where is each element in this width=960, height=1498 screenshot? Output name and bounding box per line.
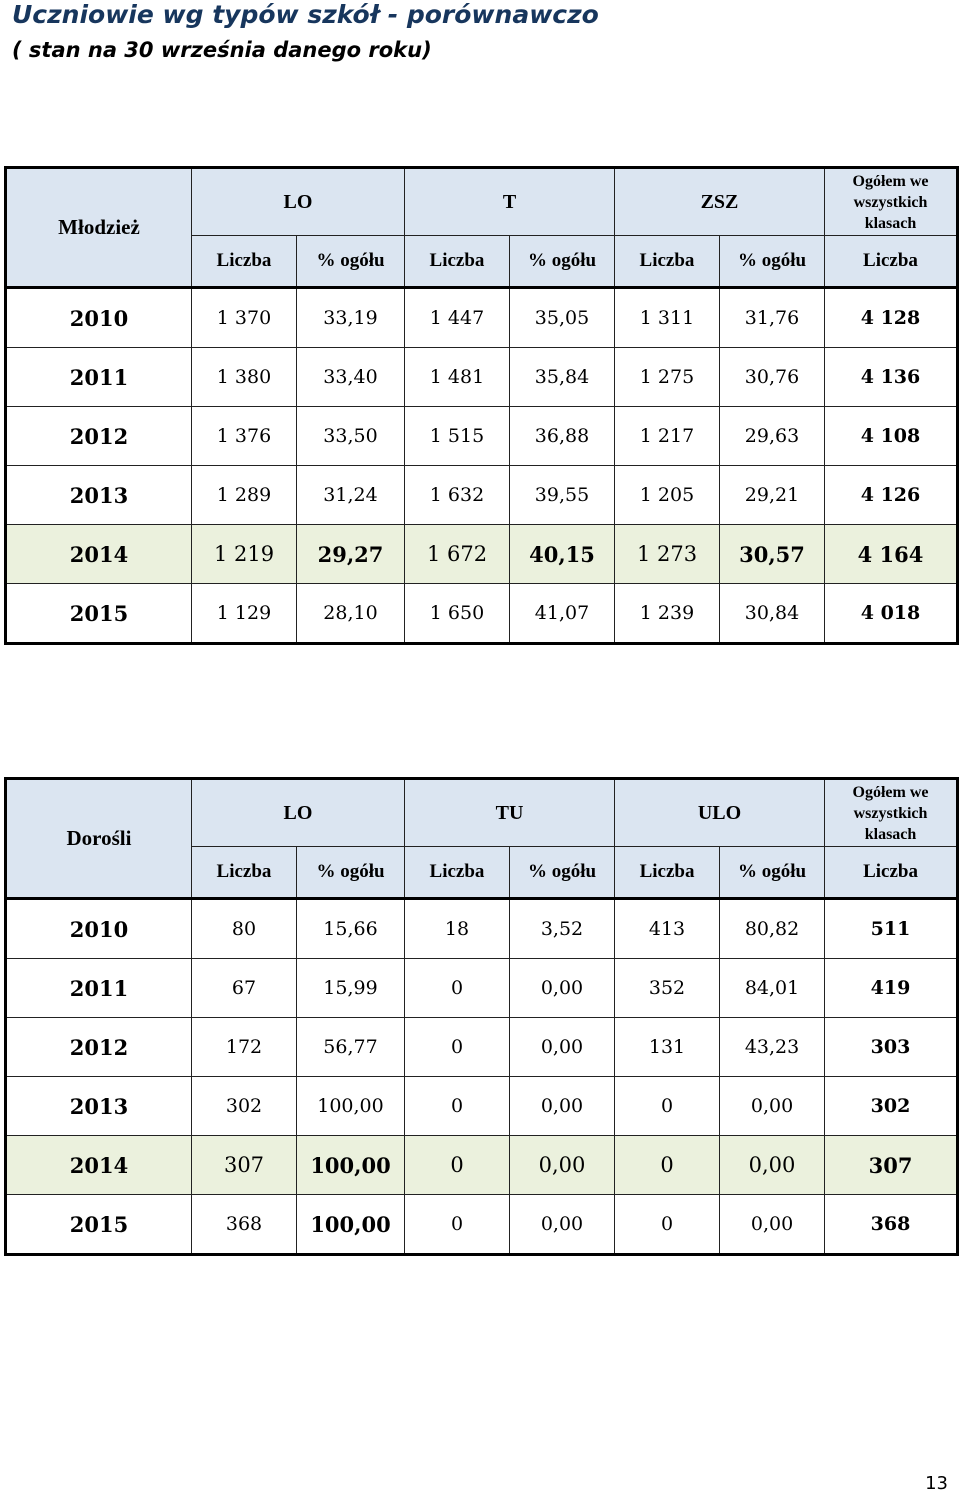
value-cell: 0: [405, 1195, 510, 1255]
sub-header: Liczba: [405, 847, 510, 899]
adults-total-header: [825, 779, 958, 847]
table-row: [6, 348, 958, 407]
value-cell: 18: [405, 899, 510, 959]
value-cell: 302: [192, 1077, 297, 1136]
sub-header: Liczba: [405, 236, 510, 288]
adults-corner-header: Dorośli: [6, 779, 192, 899]
sub-header: % ogółu: [297, 236, 405, 288]
value-cell: 1 447: [405, 288, 510, 348]
value-cell: 0,00: [720, 1195, 825, 1255]
year-cell: 2012: [6, 1018, 192, 1077]
table-row: [6, 1018, 958, 1077]
sub-header: Liczba: [825, 236, 958, 288]
value-cell: 1 273: [615, 525, 720, 584]
table-row: [6, 288, 958, 348]
value-cell: 1 217: [615, 407, 720, 466]
value-cell: 1 650: [405, 584, 510, 644]
value-cell: 1 632: [405, 466, 510, 525]
total-cell: 4 136: [825, 348, 958, 407]
table-row: [6, 407, 958, 466]
value-cell: 56,77: [297, 1018, 405, 1077]
youth-total-header: [825, 168, 958, 236]
value-cell: 0,00: [510, 1077, 615, 1136]
value-cell: 368: [192, 1195, 297, 1255]
table-row: [6, 959, 958, 1018]
youth-group-t: T: [405, 168, 615, 236]
value-cell: 131: [615, 1018, 720, 1077]
value-cell: 307: [192, 1136, 297, 1195]
youth-table: [4, 166, 959, 645]
value-cell: 80,82: [720, 899, 825, 959]
value-cell: 1 380: [192, 348, 297, 407]
year-cell: 2014: [6, 525, 192, 584]
value-cell: 36,88: [510, 407, 615, 466]
total-cell: 511: [825, 899, 958, 959]
value-cell: 1 289: [192, 466, 297, 525]
value-cell: 31,76: [720, 288, 825, 348]
value-cell: 30,76: [720, 348, 825, 407]
value-cell: 3,52: [510, 899, 615, 959]
year-cell: 2015: [6, 584, 192, 644]
total-cell: 302: [825, 1077, 958, 1136]
sub-header: Liczba: [615, 847, 720, 899]
value-cell: 0,00: [510, 1195, 615, 1255]
sub-header: Liczba: [192, 236, 297, 288]
total-head-line: wszystkich: [853, 804, 928, 822]
value-cell: 0: [615, 1136, 720, 1195]
page-number: 13: [925, 1473, 948, 1494]
table-row: [6, 899, 958, 959]
value-cell: 1 311: [615, 288, 720, 348]
table-row: [6, 466, 958, 525]
table-row: [6, 584, 958, 644]
value-cell: 0: [405, 1136, 510, 1195]
sub-header: % ogółu: [297, 847, 405, 899]
year-cell: 2010: [6, 288, 192, 348]
value-cell: 39,55: [510, 466, 615, 525]
sub-header: % ogółu: [720, 236, 825, 288]
value-cell: 100,00: [297, 1136, 405, 1195]
value-cell: 0: [405, 1018, 510, 1077]
total-cell: 368: [825, 1195, 958, 1255]
value-cell: 0,00: [720, 1077, 825, 1136]
table-row: [6, 1195, 958, 1255]
year-cell: 2012: [6, 407, 192, 466]
value-cell: 413: [615, 899, 720, 959]
total-head-line: wszystkich: [853, 193, 928, 211]
year-cell: 2011: [6, 959, 192, 1018]
page-title: Uczniowie wg typów szkół - porównawczo: [12, 0, 599, 29]
value-cell: 67: [192, 959, 297, 1018]
value-cell: 80: [192, 899, 297, 959]
total-head-line: Ogółem we: [852, 783, 929, 801]
total-cell: 4 108: [825, 407, 958, 466]
value-cell: 33,19: [297, 288, 405, 348]
value-cell: 0: [615, 1195, 720, 1255]
value-cell: 15,99: [297, 959, 405, 1018]
total-head-line: klasach: [864, 214, 917, 232]
value-cell: 35,84: [510, 348, 615, 407]
total-cell: 4 018: [825, 584, 958, 644]
total-head-line: Ogółem we: [852, 172, 929, 190]
value-cell: 33,40: [297, 348, 405, 407]
value-cell: 0,00: [720, 1136, 825, 1195]
adults-group-tu: TU: [405, 779, 615, 847]
total-cell: 4 126: [825, 466, 958, 525]
year-cell: 2010: [6, 899, 192, 959]
value-cell: 29,27: [297, 525, 405, 584]
total-cell: 307: [825, 1136, 958, 1195]
value-cell: 0,00: [510, 1018, 615, 1077]
youth-corner-header: Młodzież: [6, 168, 192, 288]
value-cell: 1 239: [615, 584, 720, 644]
value-cell: 100,00: [297, 1195, 405, 1255]
value-cell: 1 515: [405, 407, 510, 466]
sub-header: Liczba: [825, 847, 958, 899]
adults-group-lo: LO: [192, 779, 405, 847]
value-cell: 100,00: [297, 1077, 405, 1136]
adults-table: [4, 777, 959, 1256]
page-subtitle: ( stan na 30 września danego roku): [12, 38, 432, 62]
value-cell: 30,57: [720, 525, 825, 584]
value-cell: 29,63: [720, 407, 825, 466]
table-row-highlighted: [6, 525, 958, 584]
value-cell: 1 205: [615, 466, 720, 525]
value-cell: 15,66: [297, 899, 405, 959]
value-cell: 0,00: [510, 1136, 615, 1195]
value-cell: 1 481: [405, 348, 510, 407]
value-cell: 1 672: [405, 525, 510, 584]
value-cell: 41,07: [510, 584, 615, 644]
value-cell: 1 376: [192, 407, 297, 466]
total-head-line: klasach: [864, 825, 917, 843]
youth-group-lo: LO: [192, 168, 405, 236]
total-cell: 303: [825, 1018, 958, 1077]
value-cell: 29,21: [720, 466, 825, 525]
adults-group-ulo: ULO: [615, 779, 825, 847]
value-cell: 1 219: [192, 525, 297, 584]
sub-header: % ogółu: [510, 236, 615, 288]
sub-header: Liczba: [192, 847, 297, 899]
value-cell: 0,00: [510, 959, 615, 1018]
value-cell: 1 275: [615, 348, 720, 407]
value-cell: 31,24: [297, 466, 405, 525]
year-cell: 2011: [6, 348, 192, 407]
value-cell: 35,05: [510, 288, 615, 348]
value-cell: 172: [192, 1018, 297, 1077]
value-cell: 0: [405, 1077, 510, 1136]
value-cell: 33,50: [297, 407, 405, 466]
sub-header: % ogółu: [510, 847, 615, 899]
total-cell: 419: [825, 959, 958, 1018]
value-cell: 43,23: [720, 1018, 825, 1077]
value-cell: 30,84: [720, 584, 825, 644]
sub-header: Liczba: [615, 236, 720, 288]
table-row-highlighted: [6, 1136, 958, 1195]
value-cell: 0: [615, 1077, 720, 1136]
sub-header: % ogółu: [720, 847, 825, 899]
value-cell: 1 129: [192, 584, 297, 644]
year-cell: 2013: [6, 466, 192, 525]
value-cell: 28,10: [297, 584, 405, 644]
year-cell: 2013: [6, 1077, 192, 1136]
value-cell: 352: [615, 959, 720, 1018]
year-cell: 2015: [6, 1195, 192, 1255]
year-cell: 2014: [6, 1136, 192, 1195]
total-cell: 4 128: [825, 288, 958, 348]
value-cell: 1 370: [192, 288, 297, 348]
youth-group-zsz: ZSZ: [615, 168, 825, 236]
value-cell: 40,15: [510, 525, 615, 584]
value-cell: 0: [405, 959, 510, 1018]
value-cell: 84,01: [720, 959, 825, 1018]
table-row: [6, 1077, 958, 1136]
total-cell: 4 164: [825, 525, 958, 584]
